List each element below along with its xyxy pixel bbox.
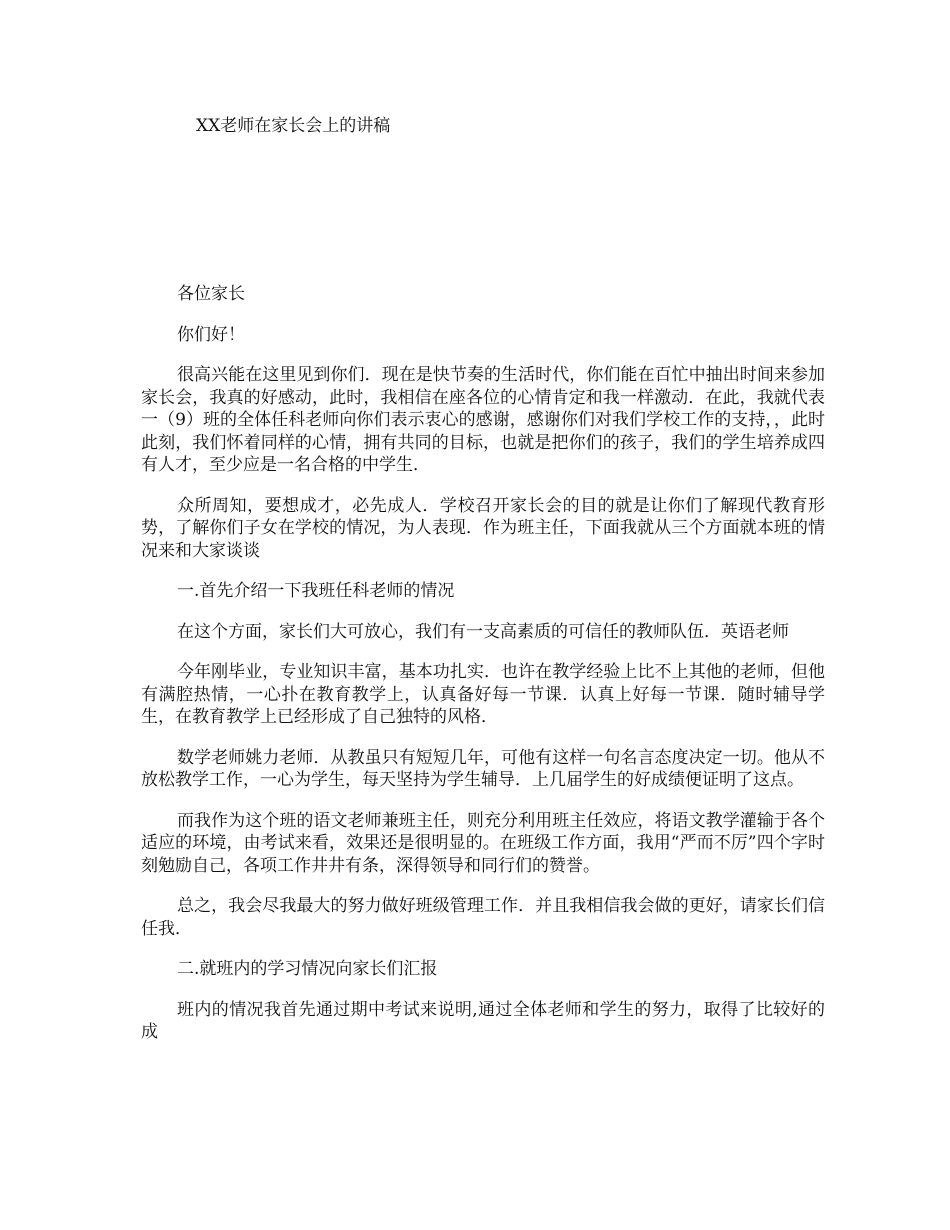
paragraph-teachers-intro: 在这个方面，家长们大可放心，我们有一支高素质的可信任的教师队伍．英语老师 (177, 621, 789, 642)
paragraph-math-teacher: 数学老师姚力老师．从教虽只有短短几年，可他有这样一句名言态度决定一切。他从不放松教学工作，一心为学生，每天坚持为学生辅导．上几届学生的好成绩便证明了这点。 (141, 747, 825, 790)
document-body (141, 283, 825, 1062)
salutation: 各位家长 (177, 284, 245, 304)
paragraph-english-teacher: 今年刚毕业，专业知识丰富，基本功扎实．也许在教学经验上比不上其他的老师，但他有满腔热情，一心扑在教育教学上，认真备好每一节课．认真上好每一节课．随时辅导学生，在教育教学上已经形成了自己独特的风格． (141, 662, 825, 727)
paragraph-welcome: 很高兴能在这里见到你们．现在是快节奏的生活时代，你们能在百忙中抽出时间来参加家长会，我真的好感动，此时，我相信在座各位的心情肯定和我一样激动．在此，我就代表一（9）班的全体任科老师向你们表示衷心的感谢，感谢你们对我们学校工作的支持，，此时此刻，我们怀着同样的心情，拥有共同的目标，也就是把你们的孩子，我们的学生培养成四有人才，至少应是一名合格的中学生． (141, 365, 825, 475)
paragraph-chinese-teacher: 而我作为这个班的语文老师兼班主任，则充分利用班主任效应，将语文教学灌输于各个适应的环境，由考试来看，效果还是很明显的。在班级工作方面，我用“严而不厉”四个字时刻勉励自己，各项工作井井有条，深得领导和同行们的赞誉。 (141, 810, 825, 876)
section-heading-study: 二.就班内的学习情况向家长们汇报 (177, 959, 438, 979)
paragraph-study-report: 班内的情况我首先通过期中考试来说明,通过全体老师和学生的努力，取得了比较好的成 (141, 999, 825, 1042)
document-title: XX老师在家长会上的讲稿 (196, 116, 391, 136)
greeting: 你们好！ (177, 324, 245, 345)
paragraph-purpose: 众所周知，要想成才，必先成人．学校召开家长会的目的就是让你们了解现代教育形势，了解你们子女在学校的情况，为人表现．作为班主任，下面我就从三个方面就本班的情况来和大家谈谈 (141, 495, 825, 561)
section-heading-teachers: 一.首先介绍一下我班任科老师的情况 (177, 581, 455, 601)
paragraph-summary: 总之，我会尽我最大的努力做好班级管理工作．并且我相信我会做的更好，请家长们信任我． (141, 896, 825, 939)
